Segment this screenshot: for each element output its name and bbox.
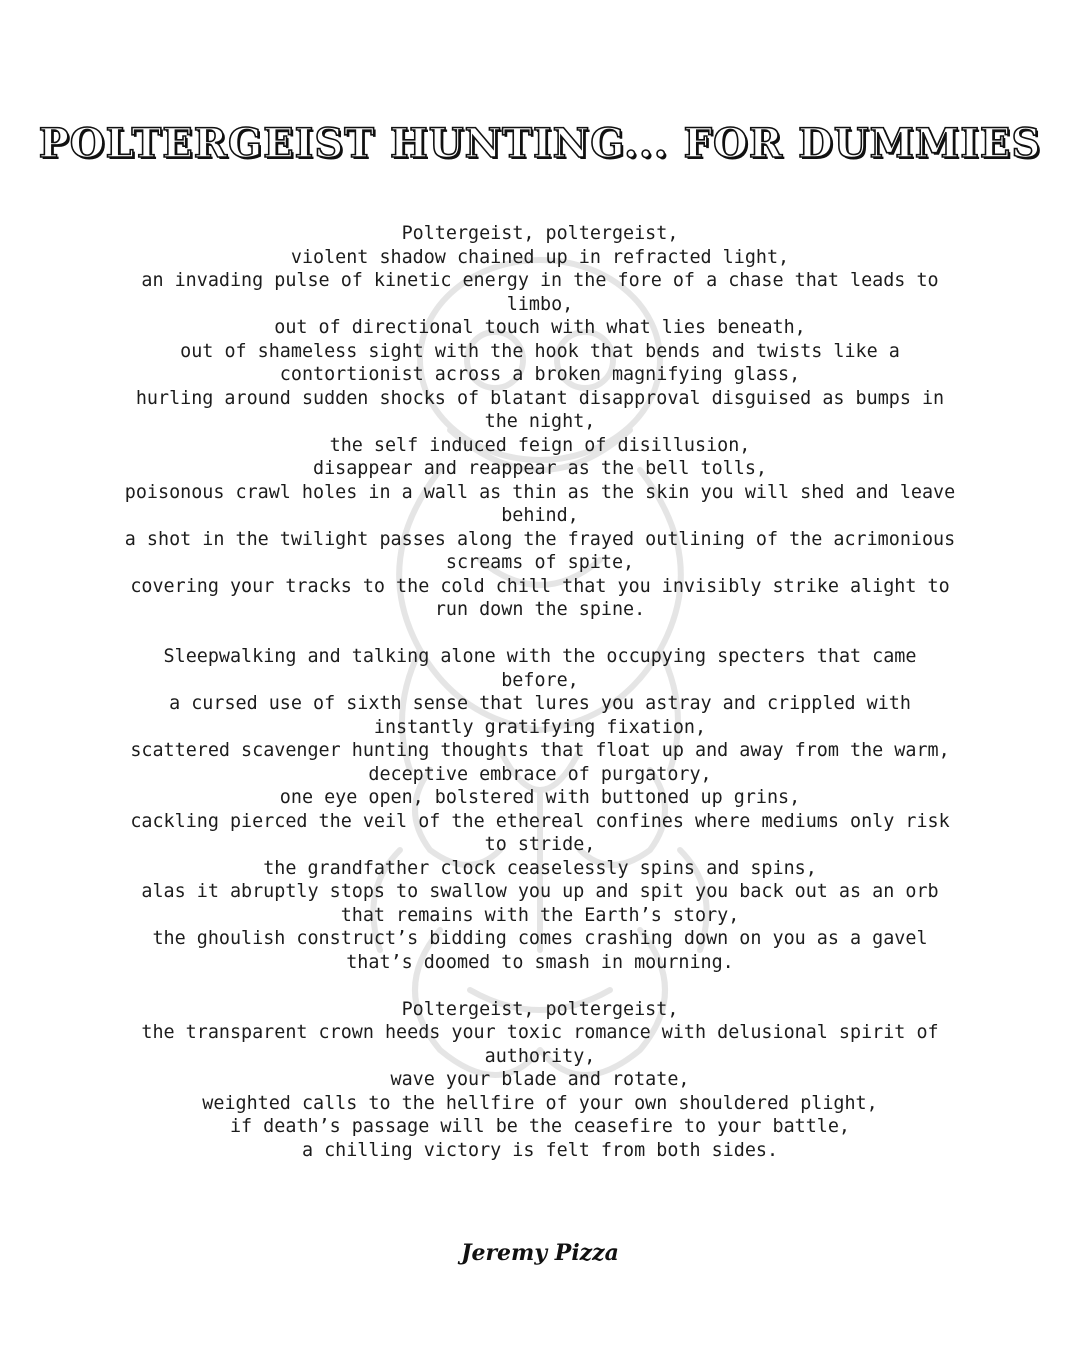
- poem-title: POLTERGEIST HUNTING... FOR DUMMIES: [38, 120, 1042, 167]
- poem-line: poisonous crawl holes in a wall as thin as the skin you will shed and leave behind,: [124, 481, 956, 526]
- poem-line: alas it abruptly stops to swallow you up and spit you back out as an orb that remains with the Earth’s story,: [141, 881, 939, 926]
- poem-line: scattered scavenger hunting thoughts that float up and away from the warm, deceptive embrace of purgatory,: [130, 740, 950, 785]
- poem-line: a cursed use of sixth sense that lures you astray and crippled with instantly gratifying fixation,: [169, 693, 911, 738]
- poem-line: covering your tracks to the cold chill that you invisibly strike alight to run down the spine.: [130, 575, 950, 620]
- poem-line: if death’s passage will be the ceasefire to your battle,: [229, 1116, 851, 1137]
- poem-line: the self induced feign of disillusion,: [329, 434, 751, 456]
- poem-line: wave your blade and rotate,: [390, 1069, 690, 1090]
- poem-line: a shot in the twilight passes along the frayed outlining of the acrimonious screams of spite,: [124, 528, 956, 573]
- poem-line: the ghoulish construct’s bidding comes crashing down on you as a gavel that’s doomed to smash in mourning.: [152, 928, 928, 973]
- author-signature: Jeremy Pizza: [461, 1240, 619, 1266]
- poem-line: the grandfather clock ceaselessly spins and spins,: [263, 857, 817, 879]
- poem-line: Poltergeist, poltergeist,: [401, 998, 679, 1020]
- poem-line: out of shameless sight with the hook that bends and twists like a contortionist across a broken magnifying glass,: [180, 340, 900, 385]
- poem-line: disappear and reappear as the bell tolls,: [313, 458, 767, 479]
- poem-body: [120, 222, 960, 1186]
- poem-line: one eye open, bolstered with buttoned up grins,: [279, 787, 801, 808]
- poem-line: Poltergeist, poltergeist,: [401, 223, 679, 244]
- poem-line: the transparent crown heeds your toxic romance with delusional spirit of authority,: [141, 1022, 939, 1067]
- poem-line: violent shadow chained up in refracted light,: [290, 246, 790, 268]
- stanza-2: [120, 645, 960, 974]
- poem-line: Sleepwalking and talking alone with the occupying specters that came before,: [163, 646, 917, 691]
- poem-line: hurling around sudden shocks of blatant disapproval disguised as bumps in the night,: [135, 387, 945, 432]
- poem-line: cackling pierced the veil of the ethereal confines where mediums only risk to stride,: [130, 810, 950, 855]
- poem-line: out of directional touch with what lies beneath,: [274, 317, 806, 338]
- stanza-3: [120, 998, 960, 1163]
- poem-line: weighted calls to the hellfire of your own shouldered plight,: [202, 1092, 878, 1114]
- poem-line: an invading pulse of kinetic energy in the fore of a chase that leads to limbo,: [141, 270, 939, 315]
- stanza-1: [120, 222, 960, 622]
- poem-line: a chilling victory is felt from both sides.: [301, 1139, 779, 1161]
